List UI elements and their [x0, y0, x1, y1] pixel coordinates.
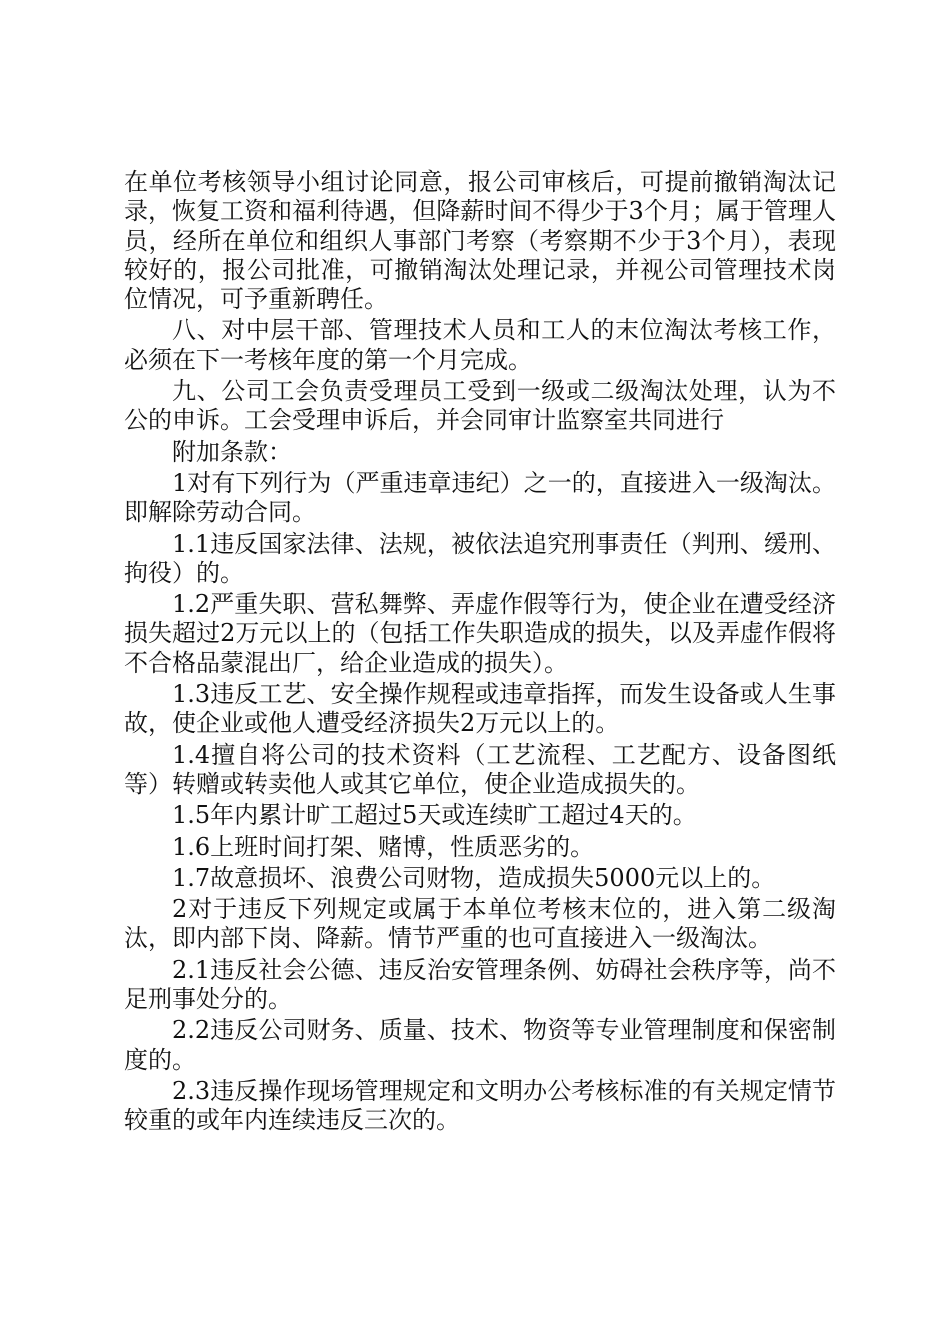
paragraph-item-8: 八、对中层干部、管理技术人员和工人的末位淘汰考核工作，必须在下一考核年度的第一个月完成。 [124, 316, 836, 374]
paragraph-clause-2-3: 2.3违反操作现场管理规定和文明办公考核标准的有关规定情节较重的或年内连续违反三次的。 [124, 1076, 836, 1135]
paragraph-clause-1-6: 1.6上班时间打架、赌博，性质恶劣的。 [172, 832, 595, 861]
paragraph-clause-2-2: 2.2违反公司财务、质量、技术、物资等专业管理制度和保密制度的。 [124, 1016, 836, 1074]
paragraph-clause-1-4: 1.4擅自将公司的技术资料（工艺流程、工艺配方、设备图纸等）转赠或转卖他人或其它单位，使企业造成损失的。 [124, 740, 836, 798]
paragraph-appendix-heading: 附加条款： [172, 437, 292, 466]
paragraph-clause-1-5: 1.5年内累计旷工超过5天或连续旷工超过4天的。 [172, 801, 697, 830]
paragraph-item-9: 九、公司工会负责受理员工受到一级或二级淘汰处理，认为不公的申诉。工会受理申诉后，并会同审计监察室共同进行 [124, 377, 836, 435]
paragraph-clause-1-1: 1.1违反国家法律、法规，被依法追究刑事责任（判刑、缓刑、拘役）的。 [124, 529, 836, 587]
paragraph-clause-2-1: 2.1违反社会公德、违反治安管理条例、妨碍社会秩序等，尚不足刑事处分的。 [124, 955, 836, 1014]
paragraph-clause-1-7: 1.7故意损坏、浪费公司财物，造成损失5000元以上的。 [172, 863, 776, 892]
paragraph-clause-2: 2对于违反下列规定或属于本单位考核末位的，进入第二级淘汰，即内部下岗、降薪。情节严重的也可直接进入一级淘汰。 [124, 895, 836, 953]
paragraph-clause-1-2: 1.2严重失职、营私舞弊、弄虚作假等行为，使企业在遭受经济损失超过2万元以上的（包括工作失职造成的损失，以及弄虚作假将不合格品蒙混出厂，给企业造成的损失）。 [124, 590, 836, 677]
paragraph-clause-1: 1对有下列行为（严重违章违纪）之一的，直接进入一级淘汰。即解除劳动合同。 [124, 468, 836, 527]
paragraph-clause-1-3: 1.3违反工艺、安全操作规程或违章指挥，而发生设备或人生事故，使企业或他人遭受经济损失2万元以上的。 [124, 680, 836, 738]
paragraph-continuation: 在单位考核领导小组讨论同意，报公司审核后，可提前撤销淘汰记录，恢复工资和福利待遇，但降薪时间不得少于3个月；属于管理人员，经所在单位和组织人事部门考察（考察期不少于3个月），表现较好的，报公司批准，可撤销淘汰处理记录，并视公司管理技术岗位情况，可予重新聘任。 [124, 168, 836, 314]
document-body [124, 168, 836, 1136]
